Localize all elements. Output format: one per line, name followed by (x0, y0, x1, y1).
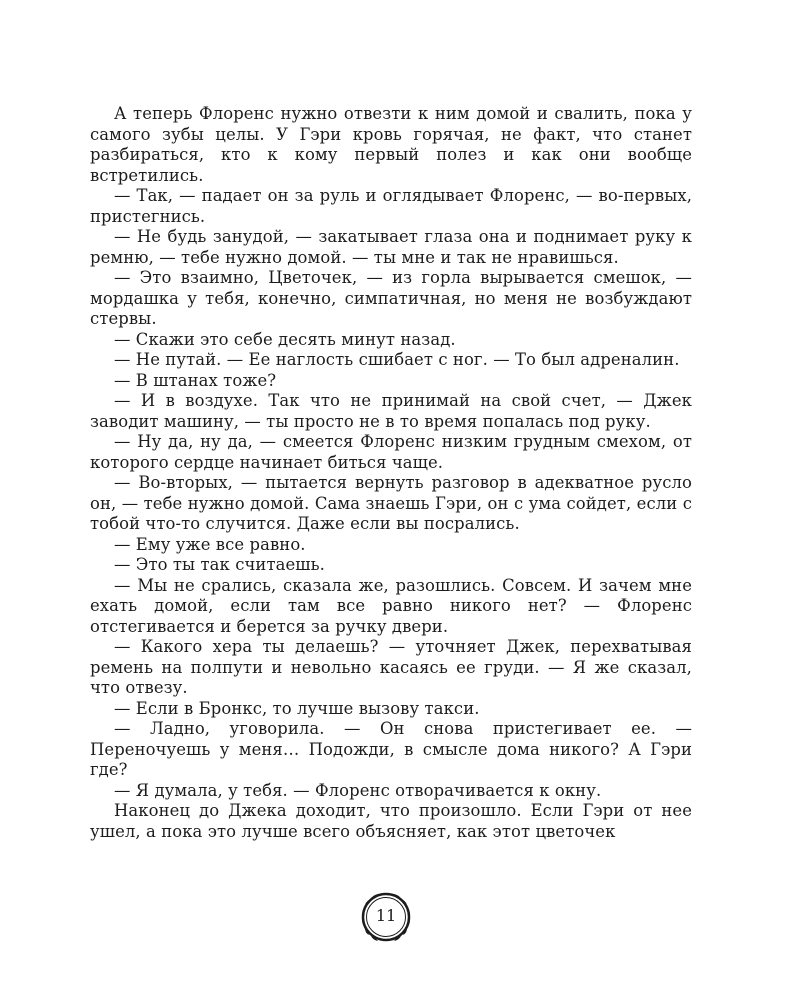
paragraph: — Я думала, у тебя. — Флоренс отворачивается к окну. (114, 780, 602, 800)
paragraph: Наконец до Джека доходит, что произошло. Если Гэри от нее ушел, а пока это лучше всего объясняет, как этот цветочек (90, 801, 692, 841)
paragraph: — Скажи это себе десять минут назад. (114, 329, 456, 349)
body-text (90, 104, 692, 842)
paragraph: — В штанах тоже? (114, 370, 277, 390)
paragraph: — И в воздухе. Так что не принимай на свой счет, — Джек заводит машину, — ты просто не в то время попалась под руку. (90, 391, 692, 431)
paragraph: — Это ты так считаешь. (114, 555, 325, 574)
paragraph: — Ну да, ну да, — смеется Флоренс низким грудным смехом, от которого сердце начинает биться чаще. (90, 432, 692, 472)
page-number: 11 (375, 906, 397, 925)
paragraph: — Не путай. — Ее наглость сшибает с ног. — То был адреналин. (114, 350, 680, 369)
paragraph: — Не будь занудой, — закатывает глаза она и поднимает руку к ремню, — тебе нужно домой. — ты мне и так не нравишься. (90, 227, 692, 267)
page-number-badge (356, 887, 416, 947)
paragraph: А теперь Флоренс нужно отвезти к ним домой и свалить, пока у самого зубы целы. У Гэри кровь горячая, не факт, что станет разбираться, кто к кому первый полез и как они вообще встретились. (90, 104, 692, 185)
paragraph: — Ладно, уговорила. — Он снова пристегивает ее. — Переночуешь у меня… Подожди, в смысле дома никого? А Гэри где? (90, 719, 692, 779)
paragraph: — Во-вторых, — пытается вернуть разговор в адекватное русло он, — тебе нужно домой. Сама знаешь Гэри, он с ума сойдет, если с тобой что-то случится. Даже если вы посрались. (90, 473, 692, 533)
paragraph: — Какого хера ты делаешь? — уточняет Джек, перехватывая ремень на полпути и невольно касаясь ее груди. — Я же сказал, что отвезу. (90, 637, 692, 697)
paragraph: — Мы не срались, сказала же, разошлись. Совсем. И зачем мне ехать домой, если там все равно никого нет? — Флоренс отстегивается и берется за ручку двери. (90, 575, 692, 636)
paragraph: — Если в Бронкс, то лучше вызову такси. (114, 698, 480, 718)
paragraph: — Ему уже все равно. (114, 534, 306, 554)
paragraph: — Это взаимно, Цветочек, — из горла вырывается смешок, — мордашка у тебя, конечно, симпатичная, но меня не возбуждают стервы. (90, 268, 692, 328)
paragraph: — Так, — падает он за руль и оглядывает Флоренс, — во-первых, пристегнись. (90, 186, 692, 226)
